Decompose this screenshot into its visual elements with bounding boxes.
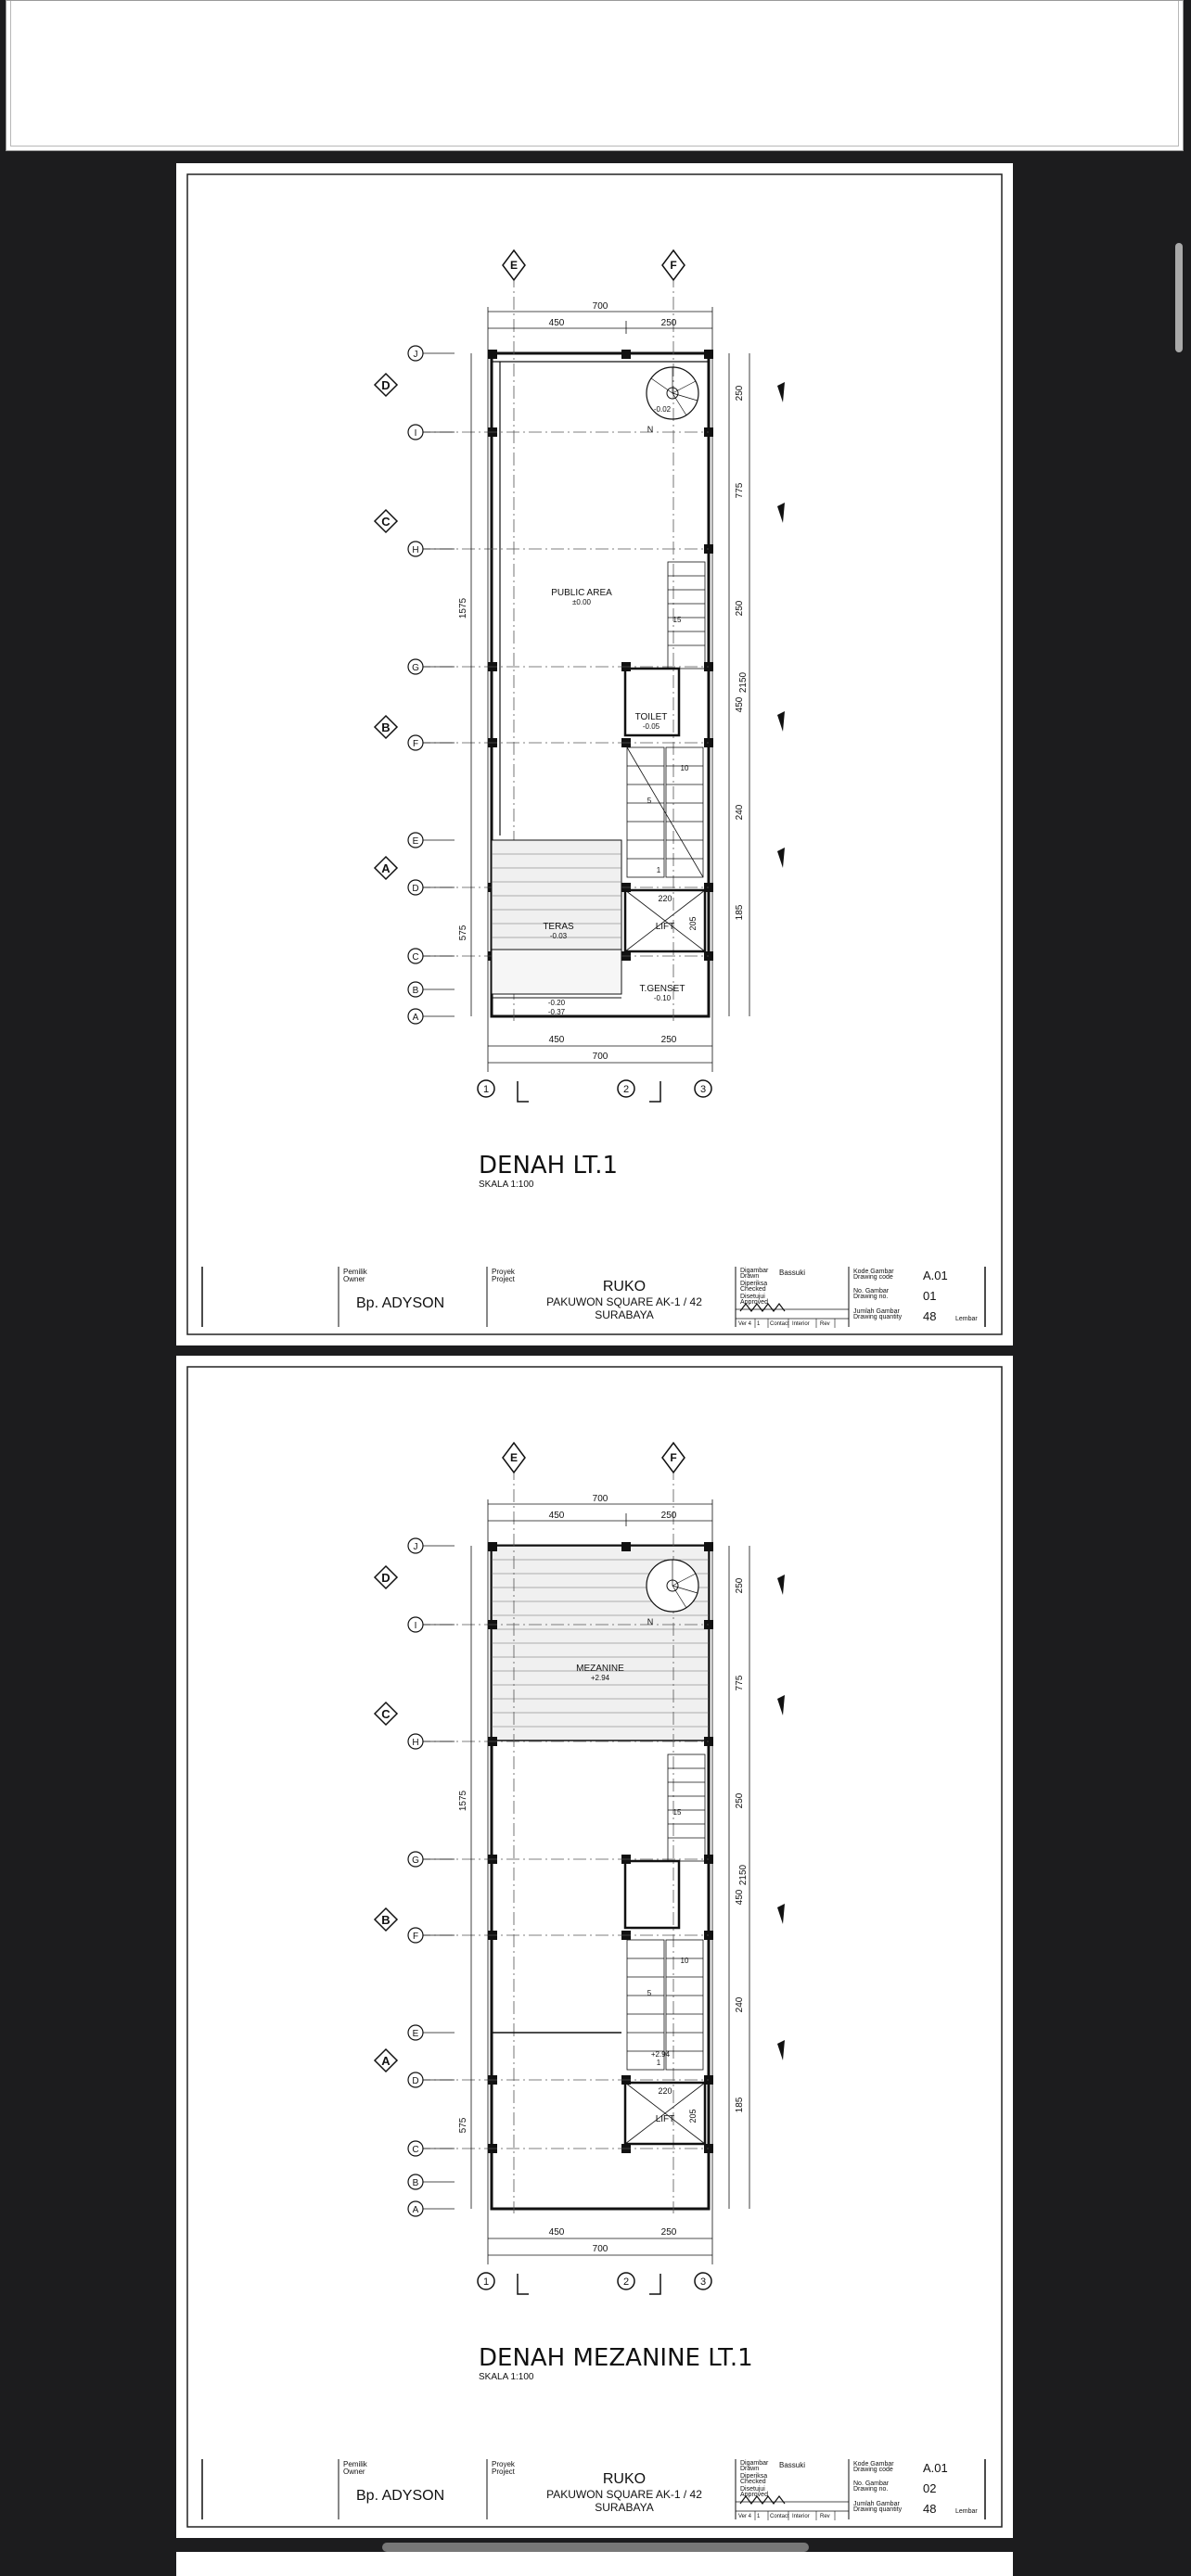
dimension-text: 240 xyxy=(735,804,745,821)
plan-title: DENAH LT.1 xyxy=(479,1152,619,1180)
grid-row-label: A xyxy=(412,2205,419,2215)
code-label-en: Drawing code xyxy=(853,1274,893,1281)
next-page-top xyxy=(176,2552,1013,2576)
grid-diamond-label: A xyxy=(381,861,391,875)
grid-row-label: C xyxy=(412,2145,419,2155)
stair-number: 5 xyxy=(647,1989,652,1997)
code-label: Kode Gambar xyxy=(853,1269,894,1275)
room-level: -0.10 xyxy=(653,994,672,1002)
revision-cell: Contact xyxy=(770,2514,789,2519)
grid-row-label: G xyxy=(412,663,419,673)
code-label-en: Drawing code xyxy=(853,2467,893,2473)
drawing-sheet-2[interactable] xyxy=(176,1356,1013,2538)
grid-diamond-label: A xyxy=(381,2054,391,2068)
stair-flight xyxy=(627,1754,705,2070)
room-name: LIFT xyxy=(655,922,675,932)
grid-row-label: B xyxy=(412,986,419,996)
owner-label-en: Owner xyxy=(343,2468,365,2476)
dimension-text: 700 xyxy=(592,1494,608,1504)
grid-row-label: G xyxy=(412,1855,419,1866)
drawing-code: A.01 xyxy=(923,2461,948,2475)
scrollbar-thumb[interactable] xyxy=(1175,243,1183,352)
drawing-quantity: 48 xyxy=(923,2502,937,2516)
project-label-en: Project xyxy=(492,1275,515,1283)
dimension-text: 700 xyxy=(592,1052,608,1062)
dimension-text: 775 xyxy=(735,1675,745,1691)
plan-scale: SKALA 1:100 xyxy=(479,2372,534,2382)
project-city: SURABAYA xyxy=(595,2501,654,2514)
number-label-en: Drawing no. xyxy=(853,2486,889,2493)
grid-diamond-label: C xyxy=(381,1707,391,1721)
grid-row-label: H xyxy=(412,545,419,555)
dimension-text: 575 xyxy=(458,2117,468,2134)
floor-plan-sheet xyxy=(176,163,1013,1345)
room-name: MEZANINE xyxy=(576,1664,624,1674)
dimension-text: 450 xyxy=(548,1511,565,1521)
dimension-text: 250 xyxy=(660,2227,677,2238)
project-label: Proyek xyxy=(492,1268,515,1276)
dimension-text: 185 xyxy=(735,904,745,921)
section-markers xyxy=(777,1575,785,2060)
dimension-text: 250 xyxy=(660,1511,677,1521)
grid-row-label: E xyxy=(412,836,419,847)
project-city: SURABAYA xyxy=(595,1308,654,1321)
dimension-text: 250 xyxy=(735,600,745,617)
stair-number: 5 xyxy=(647,797,652,805)
quantity-label: Jumlah Gambar xyxy=(853,2501,900,2507)
stair-number: 1 xyxy=(656,2059,661,2067)
room-level: ±0.00 xyxy=(572,598,591,606)
dimension-text: 185 xyxy=(735,2097,745,2113)
checked-label-en: Checked xyxy=(740,2479,766,2485)
previous-page-bottom xyxy=(6,0,1184,151)
dimension-text: 250 xyxy=(660,318,677,328)
project-label: Proyek xyxy=(492,2460,515,2468)
dimension-text: 2150 xyxy=(738,1864,749,1886)
room-level: +2.94 xyxy=(590,1674,610,1682)
dimension-text: 450 xyxy=(548,318,565,328)
drawing-code: A.01 xyxy=(923,1269,948,1282)
north-label: N xyxy=(647,1617,654,1626)
stair-number: 10 xyxy=(680,1957,689,1965)
grid-label-bottom: 3 xyxy=(699,2276,707,2288)
home-indicator[interactable] xyxy=(382,2543,809,2552)
owner-name: Bp. ADYSON xyxy=(356,1295,445,1311)
dimension-text: 240 xyxy=(735,1996,745,2013)
quantity-unit: Lembar xyxy=(955,2508,978,2515)
approved-label: Disetujui xyxy=(740,1294,765,1300)
dimension-text: 250 xyxy=(735,1792,745,1809)
dimension-text: 1575 xyxy=(458,1790,468,1812)
drawing-number: 01 xyxy=(923,1289,937,1303)
approved-label: Disetujui xyxy=(740,2486,765,2493)
quantity-label-en: Drawing quantity xyxy=(853,2506,903,2513)
revision-cell: Contact xyxy=(770,1321,789,1327)
section-markers xyxy=(777,382,785,868)
grid-diamond-label: D xyxy=(381,1571,391,1585)
grid-row-label: I xyxy=(414,1621,417,1631)
revision-cell: 1 xyxy=(757,2514,761,2519)
project-label-en: Project xyxy=(492,2468,515,2476)
drawing-number: 02 xyxy=(923,2481,937,2495)
dimension-text: 775 xyxy=(735,482,745,499)
code-label: Kode Gambar xyxy=(853,2461,894,2468)
quantity-label-en: Drawing quantity xyxy=(853,1314,903,1320)
dimension-text: 575 xyxy=(458,925,468,941)
dimension-text: 205 xyxy=(688,2109,698,2123)
number-label-en: Drawing no. xyxy=(853,1294,889,1300)
grid-row-label: F xyxy=(412,1932,419,1942)
grid-diamond-label: C xyxy=(381,515,391,529)
grid-label-top: F xyxy=(670,259,677,272)
grid-row-label: E xyxy=(412,2029,419,2039)
grid-label-top: E xyxy=(509,259,519,272)
grid-label-bottom: 3 xyxy=(699,1084,707,1095)
grid-row-label: I xyxy=(414,428,417,439)
level-mark: -0.02 xyxy=(653,405,672,414)
dimension-text: 250 xyxy=(735,385,745,402)
grid-row-label: F xyxy=(412,739,419,749)
drawn-label-en: Drawn xyxy=(740,1273,760,1280)
approved-label-en: Approved xyxy=(740,2492,768,2498)
quantity-unit: Lembar xyxy=(955,1316,978,1322)
grid-row-label: C xyxy=(412,952,419,963)
quantity-label: Jumlah Gambar xyxy=(853,1308,900,1315)
dimension-text: 700 xyxy=(592,2244,608,2254)
grid-label-bottom: 1 xyxy=(482,2276,490,2288)
dimension-text: 450 xyxy=(548,2227,565,2238)
checked-label: Diperiksa xyxy=(740,1281,768,1287)
dimension-text: 2150 xyxy=(738,671,749,694)
approved-label-en: Approved xyxy=(740,1299,768,1306)
grid-diamond-label: B xyxy=(381,1913,391,1927)
room-name: LIFT xyxy=(655,2114,675,2124)
number-label: No. Gambar xyxy=(853,2480,890,2487)
void-room xyxy=(625,1861,679,1928)
revision-cell: 1 xyxy=(757,1321,761,1327)
previous-page-frame xyxy=(10,1,1179,147)
dimension-text: 250 xyxy=(660,1035,677,1045)
dimension-text: 450 xyxy=(548,1035,565,1045)
dimension-text: 220 xyxy=(658,894,672,903)
revision-cell: Interior xyxy=(792,1321,810,1327)
floor-plan-sheet xyxy=(176,1356,1013,2538)
dimension-text: 700 xyxy=(592,301,608,312)
drawing-quantity: 48 xyxy=(923,1309,937,1323)
dimension-text: 205 xyxy=(688,916,698,931)
stair-number: 10 xyxy=(680,764,689,772)
grid-row-label: D xyxy=(412,2076,419,2086)
grid-label-top: E xyxy=(509,1451,519,1464)
grid-label-bottom: 2 xyxy=(622,2276,630,2288)
level-mark: +2.94 xyxy=(650,2050,671,2059)
grid-diamond-label: D xyxy=(381,378,391,392)
drawn-label-en: Drawn xyxy=(740,2466,760,2472)
revision-cell: Rev xyxy=(820,2514,830,2519)
grid-label-bottom: 2 xyxy=(622,1084,630,1095)
stair-number: 15 xyxy=(672,616,682,624)
room-name: TOILET xyxy=(634,712,668,722)
stair-number: 1 xyxy=(656,866,661,874)
grid-row-label: B xyxy=(412,2178,419,2188)
project-name: RUKO xyxy=(602,2471,647,2487)
room-name: TERAS xyxy=(543,922,574,932)
grid-row-label: J xyxy=(413,350,418,360)
drawing-sheet-1[interactable] xyxy=(176,163,1013,1345)
room-name: PUBLIC AREA xyxy=(551,588,612,598)
owner-label: Pemilik xyxy=(343,2460,367,2468)
revision-cell: Interior xyxy=(792,2514,810,2519)
grid-row-label: H xyxy=(412,1738,419,1748)
grid-diamond-label: B xyxy=(381,721,391,734)
grid-label-top: F xyxy=(670,1451,677,1464)
grid-row-label: J xyxy=(413,1542,418,1552)
grid-row-label: D xyxy=(412,884,419,894)
checked-label-en: Checked xyxy=(740,1286,766,1293)
dimension-text: 450 xyxy=(735,1889,745,1906)
revision-cell: Rev xyxy=(820,1321,830,1327)
dimension-text: 1575 xyxy=(458,597,468,619)
room-level: -0.03 xyxy=(549,932,568,940)
grid-row-label: A xyxy=(412,1013,419,1023)
owner-name: Bp. ADYSON xyxy=(356,2488,445,2504)
drawn-label: Digambar xyxy=(740,1268,769,1274)
project-name: RUKO xyxy=(602,1279,647,1294)
drawn-label: Digambar xyxy=(740,2460,769,2467)
owner-label: Pemilik xyxy=(343,1268,367,1276)
revision-cell: Ver 4 xyxy=(738,2514,752,2519)
stair-number: 15 xyxy=(672,1808,682,1817)
level-mark: -0.37 xyxy=(547,1008,566,1016)
north-label: N xyxy=(647,425,654,434)
project-address: PAKUWON SQUARE AK-1 / 42 xyxy=(546,1295,702,1308)
owner-label-en: Owner xyxy=(343,1275,365,1283)
drawn-value: Bassuki xyxy=(779,1269,806,1277)
room-level: -0.05 xyxy=(642,722,660,731)
dimension-text: 220 xyxy=(658,2086,672,2096)
plan-scale: SKALA 1:100 xyxy=(479,1180,534,1190)
dimension-text: 250 xyxy=(735,1577,745,1594)
plan-title: DENAH MEZANINE LT.1 xyxy=(479,2344,753,2372)
revision-cell: Ver 4 xyxy=(738,1321,752,1327)
project-address: PAKUWON SQUARE AK-1 / 42 xyxy=(546,2488,702,2501)
grid-label-bottom: 1 xyxy=(482,1084,490,1095)
number-label: No. Gambar xyxy=(853,1288,890,1294)
level-mark: -0.20 xyxy=(547,999,566,1007)
room-name: T.GENSET xyxy=(639,984,685,994)
checked-label: Diperiksa xyxy=(740,2473,768,2480)
dimension-text: 450 xyxy=(735,696,745,713)
drawn-value: Bassuki xyxy=(779,2461,806,2469)
